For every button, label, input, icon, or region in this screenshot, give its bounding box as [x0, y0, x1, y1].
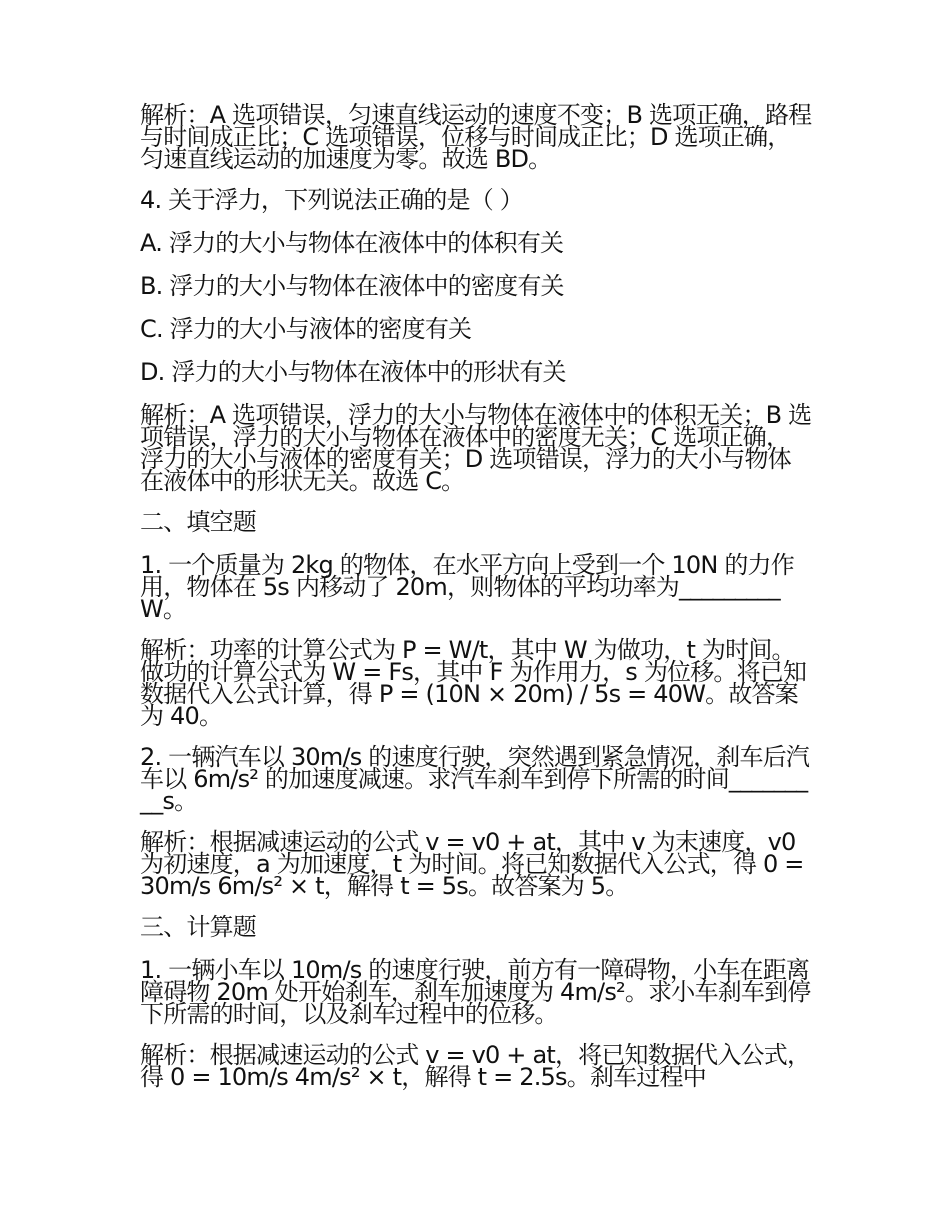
calc-analysis-1: 解析：根据减速运动的公式 v = v0 + at，将已知数据代入公式，得 0 = 10m/s 4m/s² × t，解得 t = 2.5s。刹车过程中 — [140, 1041, 811, 1091]
fill-analysis-1: 解析：功率的计算公式为 P = W/t，其中 W 为做功，t 为时间。做功的计算公式为 W = Fs，其中 F 为作用力，s 为位移。将已知数据代入公式计算，得 P = (10N × 20m) / 5s = 40W。故答案为 40。 — [140, 636, 807, 730]
fill-question-2: 2. 一辆汽车以 30m/s 的速度行驶，突然遇到紧急情况，刹车后汽车以 6m/s² 的加速度减速。求汽车刹车到停下所需的时间_________s。 — [140, 743, 810, 815]
option-d: D. 浮力的大小与物体在液体中的形状有关 — [140, 358, 566, 386]
section-calculation-title: 三、计算题 — [140, 913, 256, 941]
fill-analysis-2: 解析：根据减速运动的公式 v = v0 + at，其中 v 为末速度，v0 为初速度，a 为加速度，t 为时间。将已知数据代入公式，得 0 = 30m/s 6m/s² × t，解得 t = 5s。故答案为 5。 — [140, 828, 804, 900]
fill-question-1: 1. 一个质量为 2kg 的物体，在水平方向上受到一个 10N 的力作用，物体在 5s 内移动了 20m，则物体的平均功率为_________W。 — [140, 551, 794, 623]
question-4: 4. 关于浮力，下列说法正确的是（ ） — [140, 186, 523, 214]
analysis-q3: 解析：A 选项错误，匀速直线运动的速度不变；B 选项正确，路程与时间成正比；C 选项错误，位移与时间成正比；D 选项正确，匀速直线运动的加速度为零。故选 BD。 — [140, 101, 812, 173]
option-a: A. 浮力的大小与物体在液体中的体积有关 — [140, 229, 564, 257]
analysis-q4: 解析：A 选项错误，浮力的大小与物体在液体中的体积无关；B 选项错误，浮力的大小与物体在液体中的密度无关；C 选项正确，浮力的大小与液体的密度有关；D 选项错误，浮力的大小与物体在液体中的形状无关。故选 C。 — [140, 401, 812, 495]
option-b: B. 浮力的大小与物体在液体中的密度有关 — [140, 272, 564, 300]
section-fill-in-title: 二、填空题 — [140, 508, 256, 536]
option-c: C. 浮力的大小与液体的密度有关 — [140, 315, 472, 343]
calc-question-1: 1. 一辆小车以 10m/s 的速度行驶，前方有一障碍物，小车在距离障碍物 20m 处开始刹车，刹车加速度为 4m/s²。求小车刹车到停下所需的时间，以及刹车过程中的位移。 — [140, 956, 811, 1028]
document-page — [140, 101, 812, 1107]
